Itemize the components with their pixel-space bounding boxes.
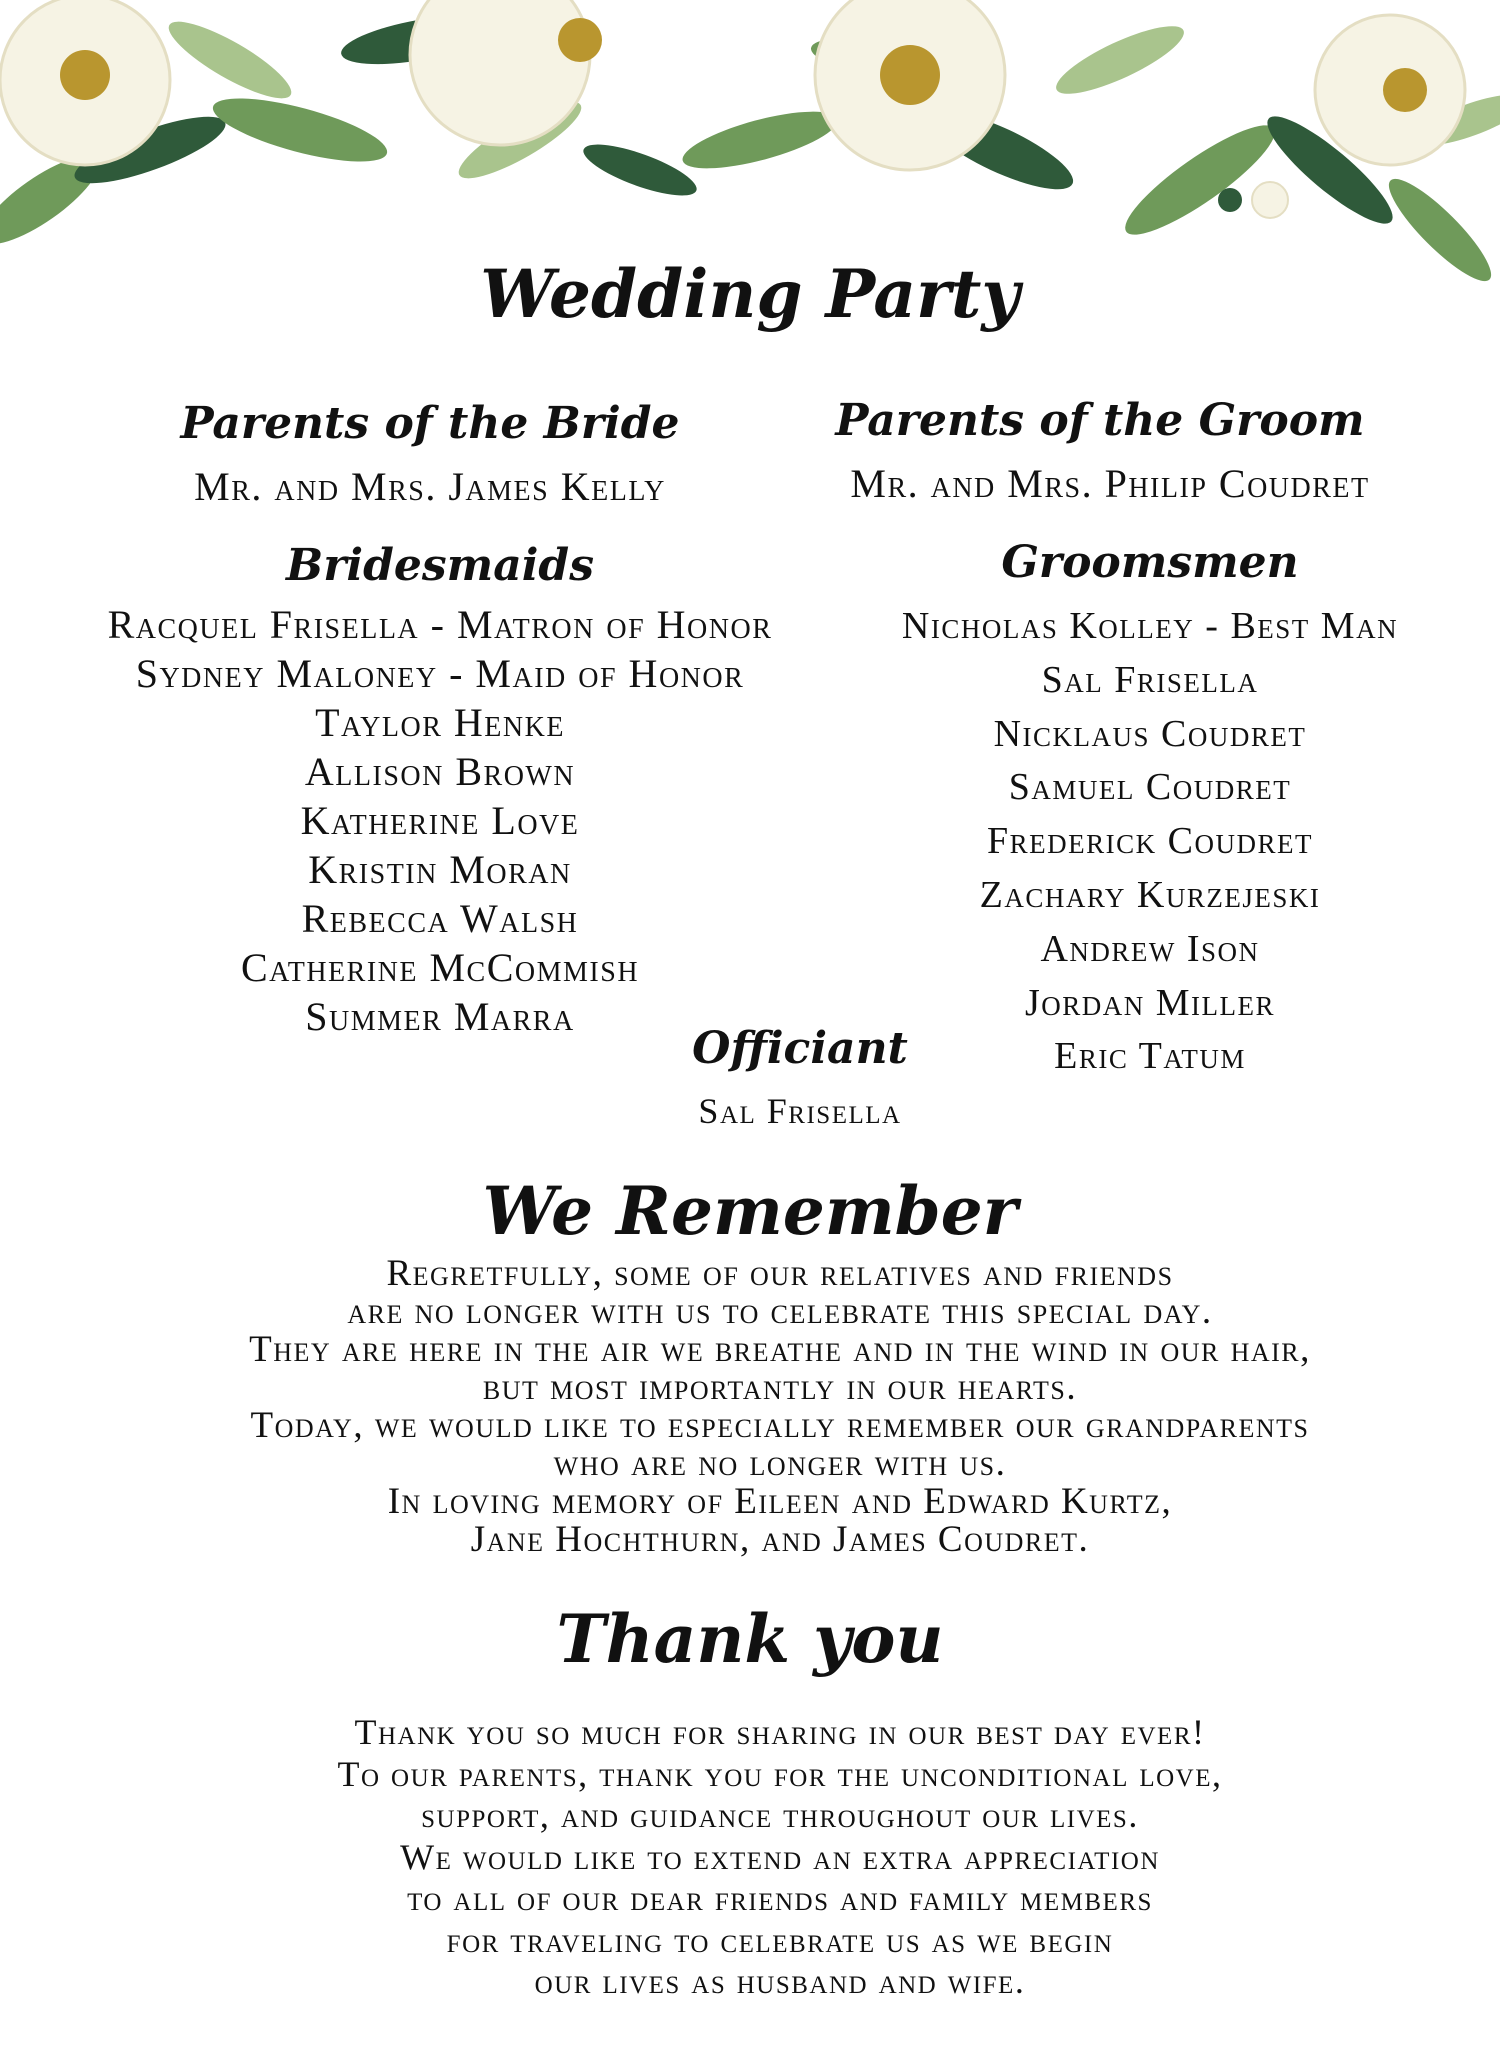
list-item: Nicholas Kolley - Best Man (901, 605, 1399, 647)
page-title: Wedding Party (480, 255, 1020, 333)
white-rose-1 (0, 0, 170, 165)
list-item: Zachary Kurzejeski (979, 873, 1321, 916)
thanks-line: for traveling to celebrate us as we begin (446, 1919, 1114, 1960)
list-item: Rebecca Walsh (301, 896, 579, 941)
remember-line: They are here in the air we breathe and in the wind in our hair, (249, 1329, 1311, 1370)
remember-line: Today, we would like to especially remember our grandparents (250, 1405, 1310, 1446)
list-item: Eric Tatum (1054, 1035, 1246, 1078)
remember-line: who are no longer with us. (553, 1443, 1007, 1484)
leaf-cluster (0, 6, 1500, 292)
small-bud (1218, 182, 1288, 218)
thanks-line: Thank you so much for sharing in our best day ever! (354, 1712, 1206, 1752)
list-item: Sydney Maloney - Maid of Honor (135, 651, 745, 696)
white-rose-3 (815, 0, 1005, 170)
list-item: Nicklaus Coudret (993, 712, 1307, 755)
groomsmen-heading: Groomsmen (1001, 537, 1299, 588)
parents-bride-names: Mr. and Mrs. James Kelly (194, 464, 666, 509)
parents-groom-names: Mr. and Mrs. Philip Coudret (850, 461, 1370, 506)
thanks-paragraph (60, 1712, 1500, 2003)
remember-paragraph (60, 1255, 1500, 1559)
bridesmaids-heading: Bridesmaids (286, 540, 594, 591)
list-item: Catherine McCommish (240, 945, 640, 990)
thanks-line: our lives as husband and wife. (534, 1961, 1026, 2001)
parents-groom-heading: Parents of the Groom (835, 395, 1365, 446)
list-item: Summer Marra (305, 994, 575, 1039)
list-item: Frederick Coudret (987, 820, 1313, 863)
list-item: Jordan Miller (1024, 981, 1276, 1024)
list-item: Samuel Coudret (1008, 766, 1292, 809)
remember-heading: We Remember (482, 1172, 1018, 1250)
remember-line: Jane Hochthurn, and James Coudret. (470, 1519, 1090, 1560)
white-rose-2 (410, 0, 602, 145)
list-item: Kristin Moran (308, 847, 572, 892)
officiant-name: Sal Frisella (698, 1091, 902, 1131)
officiant-heading: Officiant (692, 1023, 908, 1074)
groomsmen-list (850, 600, 1450, 1084)
list-item: Allison Brown (304, 749, 576, 794)
remember-line: Regretfully, some of our relatives and friends (386, 1253, 1174, 1294)
list-item: Taylor Henke (315, 700, 565, 745)
list-item: Sal Frisella (1041, 658, 1259, 701)
thanks-line: To our parents, thank you for the unconditional love, (337, 1753, 1223, 1794)
thanks-line: We would like to extend an extra appreciation (400, 1836, 1160, 1877)
white-rose-4 (1315, 15, 1465, 165)
remember-line: but most importantly in our hearts. (482, 1367, 1078, 1408)
thanks-heading: Thank you (556, 1600, 944, 1678)
remember-line: are no longer with us to celebrate this special day. (347, 1291, 1213, 1332)
thanks-line: to all of our dear friends and family members (407, 1878, 1153, 1918)
remember-line: In loving memory of Eileen and Edward Kurtz, (387, 1481, 1173, 1522)
thanks-line: support, and guidance throughout our lives. (421, 1795, 1139, 1835)
parents-bride-heading: Parents of the Bride (180, 398, 680, 449)
list-item: Katherine Love (300, 798, 580, 843)
bridesmaids-list (40, 600, 840, 1041)
list-item: Andrew Ison (1040, 927, 1260, 970)
list-item: Racquel Frisella - Matron of Honor (107, 602, 773, 647)
